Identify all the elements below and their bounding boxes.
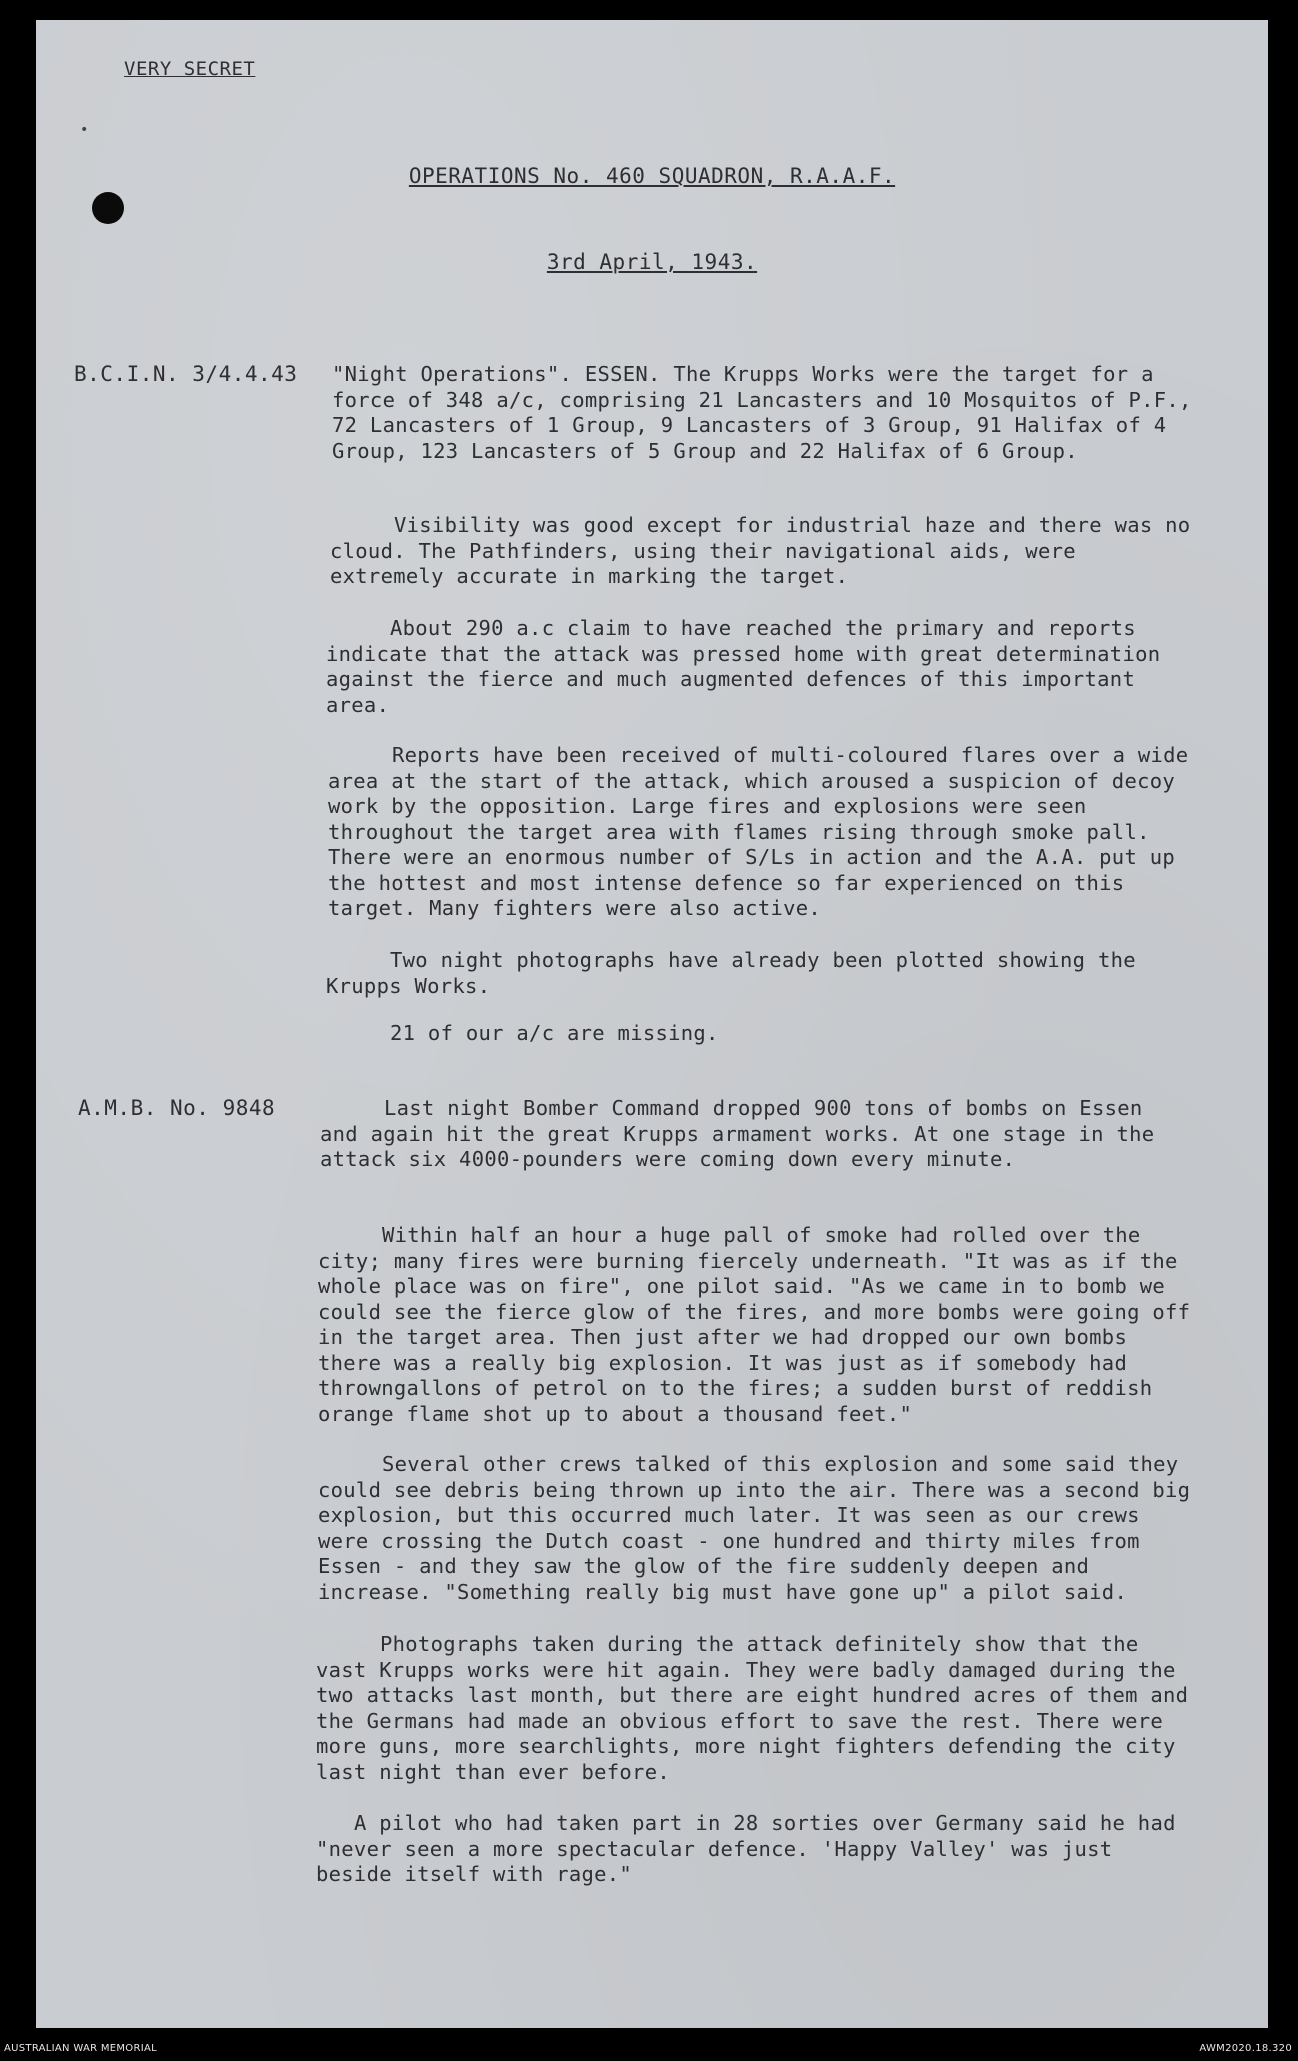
paragraph: About 290 a.c claim to have reached the primary and reports indicate that the attack was pressed home with great determination against the fierce and much augmented defences of this important area. [326,616,1161,717]
archive-accession-number: AWM2020.18.320 [1199,2043,1292,2054]
paragraph: "Night Operations". ESSEN. The Krupps Works were the target for a force of 348 a/c, comprising 21 Lancasters and 10 Mosquitos of P.F., 72 Lancasters of 1 Group, 9 Lancasters of 3 Group, 91 Halifax of 4 Group, 123 Lancasters of 5 Group and 22 Halifax of 6 Group. [332,362,1192,463]
document-title: OPERATIONS No. 460 SQUADRON, R.A.A.F. [408,164,896,188]
paragraph: Photographs taken during the attack definitely show that the vast Krupps works were hit again. They were badly damaged during the two attacks last month, but there are eight hundred acres of them and the Germans had made an obvious effort to save the rest. There were more guns, more searchlights, more night fighters defending the city last night than ever before. [316,1632,1189,1784]
paragraph: Two night photographs have already been plotted showing the Krupps Works. [326,948,1136,998]
document-date: 3rd April, 1943. [546,250,758,274]
section-reference: A.M.B. No. 9848 [78,1096,276,1120]
archive-credit: AUSTRALIAN WAR MEMORIAL [4,2043,157,2054]
paragraph: 21 of our a/c are missing. [390,1021,719,1045]
paragraph: Visibility was good except for industrial haze and there was no cloud. The Pathfinders, using their navigational aids, were extremely accurate in marking the target. [330,513,1191,588]
classification-marking: VERY SECRET [124,58,256,80]
paragraph: Last night Bomber Command dropped 900 tons of bombs on Essen and again hit the great Krupps armament works. At one stage in the attack six 4000-pounders were coming down every minute. [320,1096,1155,1171]
typed-page [36,20,1268,2028]
pencil-mark: • [80,122,89,138]
paragraph: A pilot who had taken part in 28 sorties over Germany said he had "never seen a more spectacular defence. 'Happy Valley' was just beside itself with rage." [316,1811,1176,1886]
section-reference: B.C.I.N. 3/4.4.43 [74,362,298,386]
paragraph: Within half an hour a huge pall of smoke had rolled over the city; many fires were burning fiercely underneath. "It was as if the whole place was on fire", one pilot said. "As we came in to bomb we could see the fierce glow of the fires, and more bombs were going off in the target area. Then just after we had dropped our own bombs there was a really big explosion. It was just as if somebody had throwngallons of petrol on to the fires; a sudden burst of reddish orange flame shot up to about a thousand feet." [318,1223,1191,1426]
paragraph: Several other crews talked of this explosion and some said they could see debris being thrown up into the air. There was a second big explosion, but this occurred much later. It was seen as our crews were crossing the Dutch coast - one hundred and thirty miles from Essen - and they saw the glow of the fire suddenly deepen and increase. "Something really big must have gone up" a pilot said. [318,1452,1191,1604]
paragraph: Reports have been received of multi-coloured flares over a wide area at the start of the attack, which aroused a suspicion of decoy work by the opposition. Large fires and explosions were seen throughout the target area with flames rising through smoke pall. There were an enormous number of S/Ls in action and the A.A. put up the hottest and most intense defence so far experienced on this target. Many fighters were also active. [328,743,1189,920]
punch-hole [92,192,124,224]
